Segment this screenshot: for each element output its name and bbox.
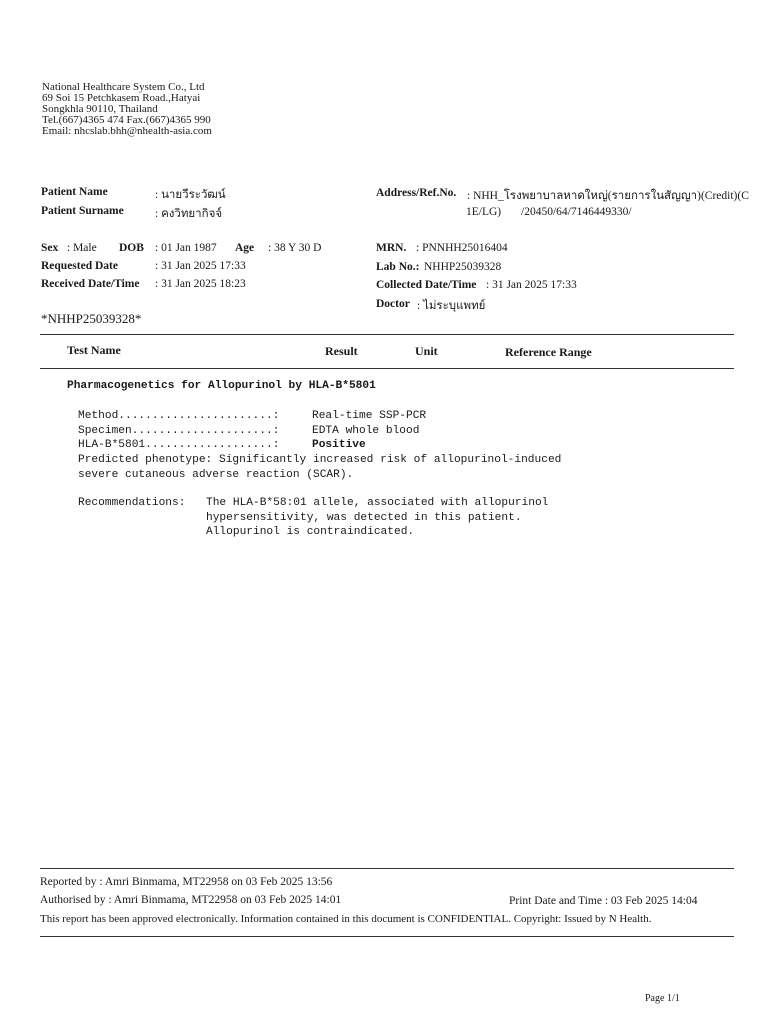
received-date-label: Received Date/Time <box>41 278 140 290</box>
patient-name-value: : นายวีระวัฒน์ <box>155 189 226 201</box>
recommendation-line1: The HLA-B*58:01 allele, associated with allopurinol <box>206 497 549 509</box>
col-header-unit: Unit <box>415 344 438 358</box>
age-value: : 38 Y 30 D <box>268 242 322 254</box>
dob-value: : 01 Jan 1987 <box>155 242 217 254</box>
address-ref-value: : NHH_โรงพยาบาลหาดใหญ่(รายการในสัญญา)(Credit)(C <box>467 190 749 202</box>
received-date-value: : 31 Jan 2025 18:23 <box>155 278 246 290</box>
recommendation-line3: Allopurinol is contraindicated. <box>206 526 415 538</box>
hla-result-value: Positive <box>312 439 366 451</box>
sex-value: : Male <box>67 242 97 254</box>
address-ref-label: Address/Ref.No. <box>376 187 457 199</box>
hla-label: HLA-B*5801...................: <box>78 439 280 451</box>
lab-no-value: NHHP25039328 <box>424 261 502 273</box>
col-header-reference-range: Reference Range <box>505 345 592 359</box>
test-title: Pharmacogenetics for Allopurinol by HLA-B*5801 <box>67 380 376 392</box>
requested-date-label: Requested Date <box>41 260 118 272</box>
phenotype-line2: severe cutaneous adverse reaction (SCAR). <box>78 469 354 481</box>
address-ref-value-line2b: /20450/64/7146449330/ <box>521 206 632 218</box>
doctor-label: Doctor <box>376 298 410 310</box>
mrn-label: MRN. <box>376 242 407 254</box>
reported-by: Reported by : Amri Binmama, MT22958 on 03 Feb 2025 13:56 <box>40 876 333 888</box>
page-number: Page 1/1 <box>645 993 680 1004</box>
barcode-text: *NHHP25039328* <box>41 311 142 326</box>
collected-date-label: Collected Date/Time <box>376 279 477 291</box>
recommendation-line2: hypersensitivity, was detected in this patient. <box>206 512 522 524</box>
method-label: Method.......................: <box>78 410 280 422</box>
footer-bottom-rule <box>40 936 734 937</box>
print-date-time: Print Date and Time : 03 Feb 2025 14:04 <box>509 895 698 907</box>
lab-address-line2: Songkhla 90110, Thailand <box>42 103 158 115</box>
table-header-rule <box>40 368 734 369</box>
col-header-result: Result <box>325 344 358 358</box>
phenotype-line1: Predicted phenotype: Significantly increased risk of allopurinol-induced <box>78 454 562 466</box>
age-label: Age <box>235 242 255 254</box>
lab-address-line1: 69 Soi 15 Petchkasem Road.,Hatyai <box>42 92 201 104</box>
col-header-test-name: Test Name <box>67 343 121 357</box>
lab-email: Email: nhcslab.bhh@nhealth-asia.com <box>42 125 212 137</box>
requested-date-value: : 31 Jan 2025 17:33 <box>155 260 246 272</box>
doctor-value: : ไม่ระบุแพทย์ <box>417 300 486 312</box>
patient-name-label: Patient Name <box>41 186 108 198</box>
sex-label: Sex <box>41 242 59 254</box>
recommendations-label: Recommendations: <box>78 497 186 509</box>
mrn-value: : PNNHH25016404 <box>416 242 508 254</box>
lab-no-label: Lab No.: <box>376 261 420 273</box>
authorised-by: Authorised by : Amri Binmama, MT22958 on 03 Feb 2025 14:01 <box>40 894 342 906</box>
dob-label: DOB <box>119 242 144 254</box>
method-value: Real-time SSP-PCR <box>312 410 427 422</box>
specimen-label: Specimen.....................: <box>78 425 280 437</box>
lab-phone: Tel.(667)4365 474 Fax.(667)4365 990 <box>42 114 211 126</box>
confidential-note: This report has been approved electronically. Information contained in this document is CONFIDENTIAL. Copyright: Issued by N Health. <box>40 913 652 925</box>
address-ref-value-line2a: 1E/LG) <box>466 206 502 218</box>
collected-date-value: : 31 Jan 2025 17:33 <box>486 279 577 291</box>
footer-top-rule <box>40 868 734 869</box>
patient-surname-label: Patient Surname <box>41 205 124 217</box>
patient-surname-value: : คงวิทยากิจจ์ <box>155 208 223 220</box>
specimen-value: EDTA whole blood <box>312 425 420 437</box>
lab-address-block <box>42 82 212 137</box>
lab-name: National Healthcare System Co., Ltd <box>42 81 205 93</box>
table-top-rule <box>40 334 734 335</box>
